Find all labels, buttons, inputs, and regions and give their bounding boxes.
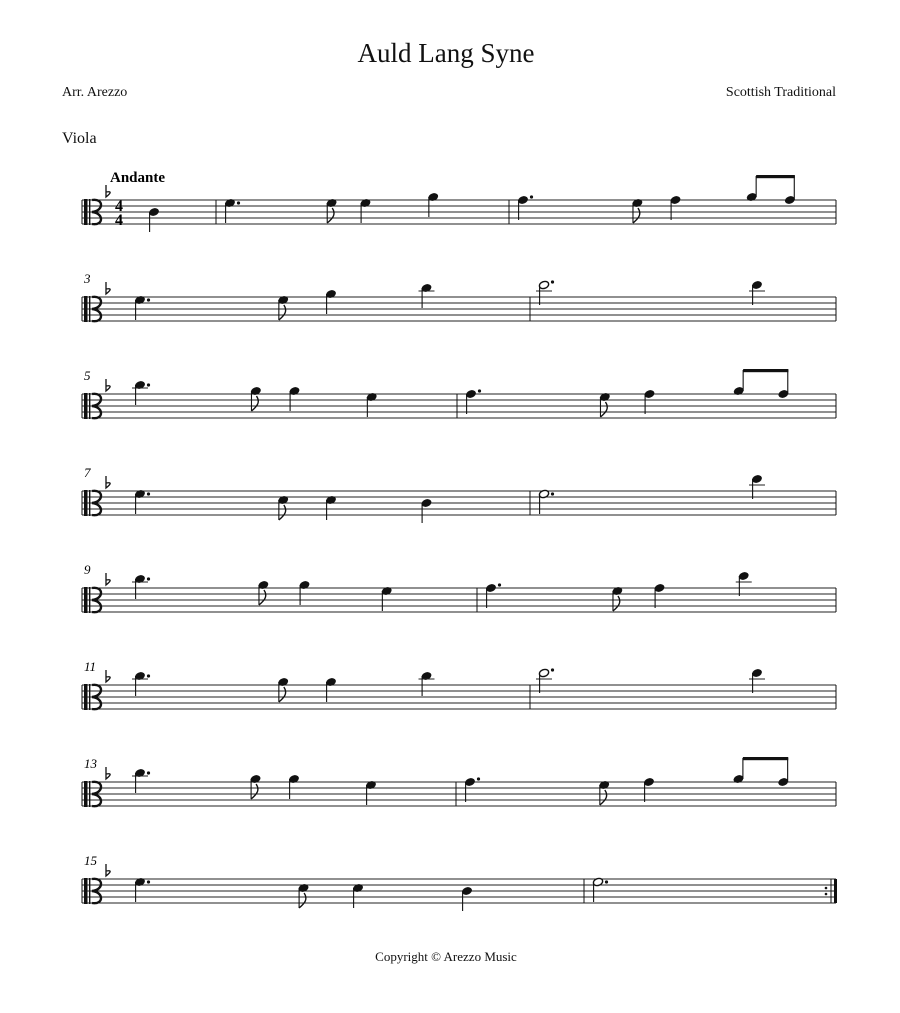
alto-clef (89, 684, 90, 710)
augmentation-dot (477, 777, 480, 780)
augmentation-dot (147, 771, 150, 774)
alto-clef (84, 781, 88, 807)
augmentation-dot (478, 389, 481, 392)
note-beam (743, 369, 788, 372)
measure-number: 7 (84, 465, 91, 480)
staff-system (82, 368, 836, 419)
composer-credit: Scottish Traditional (725, 85, 836, 100)
flat-sign (106, 767, 110, 779)
note-flag (633, 208, 640, 223)
alto-clef (84, 490, 88, 516)
alto-clef (89, 393, 90, 419)
staff-system (82, 756, 836, 807)
note-flag (613, 596, 620, 611)
flat-sign (106, 670, 110, 682)
flat-sign (106, 379, 110, 391)
note-beam (743, 757, 788, 760)
augmentation-dot (530, 195, 533, 198)
augmentation-dot (551, 280, 554, 283)
alto-clef (84, 296, 88, 322)
augmentation-dot (147, 577, 150, 580)
note-flag (299, 893, 306, 908)
note-flag (327, 208, 334, 223)
note-flag (259, 590, 266, 605)
flat-sign (106, 476, 110, 488)
flat-sign (106, 864, 110, 876)
note-flag (279, 687, 286, 702)
repeat-dot (825, 893, 828, 896)
staff-system (82, 562, 836, 613)
copyright-notice: Copyright © Arezzo Music (375, 949, 517, 964)
staff-system (82, 853, 837, 911)
alto-clef (84, 878, 88, 904)
tempo-marking: Andante (110, 170, 166, 186)
instrument-name: Viola (62, 130, 97, 147)
augmentation-dot (147, 383, 150, 386)
measure-number: 3 (84, 271, 91, 286)
final-barline (834, 879, 837, 903)
note-flag (279, 305, 286, 320)
note-flag (600, 790, 607, 805)
augmentation-dot (498, 583, 501, 586)
augmentation-dot (147, 880, 150, 883)
augmentation-dot (551, 492, 554, 495)
staff-system (82, 465, 836, 523)
flat-sign (106, 573, 110, 585)
time-signature-numerator: 4 (115, 198, 123, 215)
measure-number: 11 (84, 659, 97, 674)
note-flag (251, 784, 258, 799)
alto-clef (89, 490, 90, 516)
augmentation-dot (147, 298, 150, 301)
alto-clef (84, 199, 88, 225)
arranger-credit: Arr. Arezzo (62, 85, 128, 100)
alto-clef (84, 684, 88, 710)
alto-clef (89, 296, 90, 322)
measure-number: 9 (84, 562, 91, 577)
augmentation-dot (147, 492, 150, 495)
score-title: Auld Lang Syne (357, 38, 535, 68)
alto-clef (89, 587, 90, 613)
alto-clef (89, 199, 90, 225)
staff-system (82, 659, 836, 710)
note-flag (279, 505, 286, 520)
measure-number: 15 (84, 853, 97, 868)
flat-sign (106, 282, 110, 294)
note-beam (756, 175, 795, 178)
flat-sign (106, 185, 110, 197)
staff-system (82, 175, 836, 232)
time-signature-denominator: 4 (115, 212, 123, 229)
note-flag (600, 402, 607, 417)
augmentation-dot (237, 201, 240, 204)
augmentation-dot (551, 668, 554, 671)
alto-clef (84, 587, 88, 613)
augmentation-dot (147, 674, 150, 677)
alto-clef (84, 393, 88, 419)
alto-clef (89, 878, 90, 904)
augmentation-dot (605, 880, 608, 883)
alto-clef (89, 781, 90, 807)
note-flag (251, 396, 258, 411)
measure-number: 13 (84, 756, 97, 771)
staff-system (82, 271, 836, 322)
repeat-dot (825, 887, 828, 890)
measure-number: 5 (84, 368, 91, 383)
